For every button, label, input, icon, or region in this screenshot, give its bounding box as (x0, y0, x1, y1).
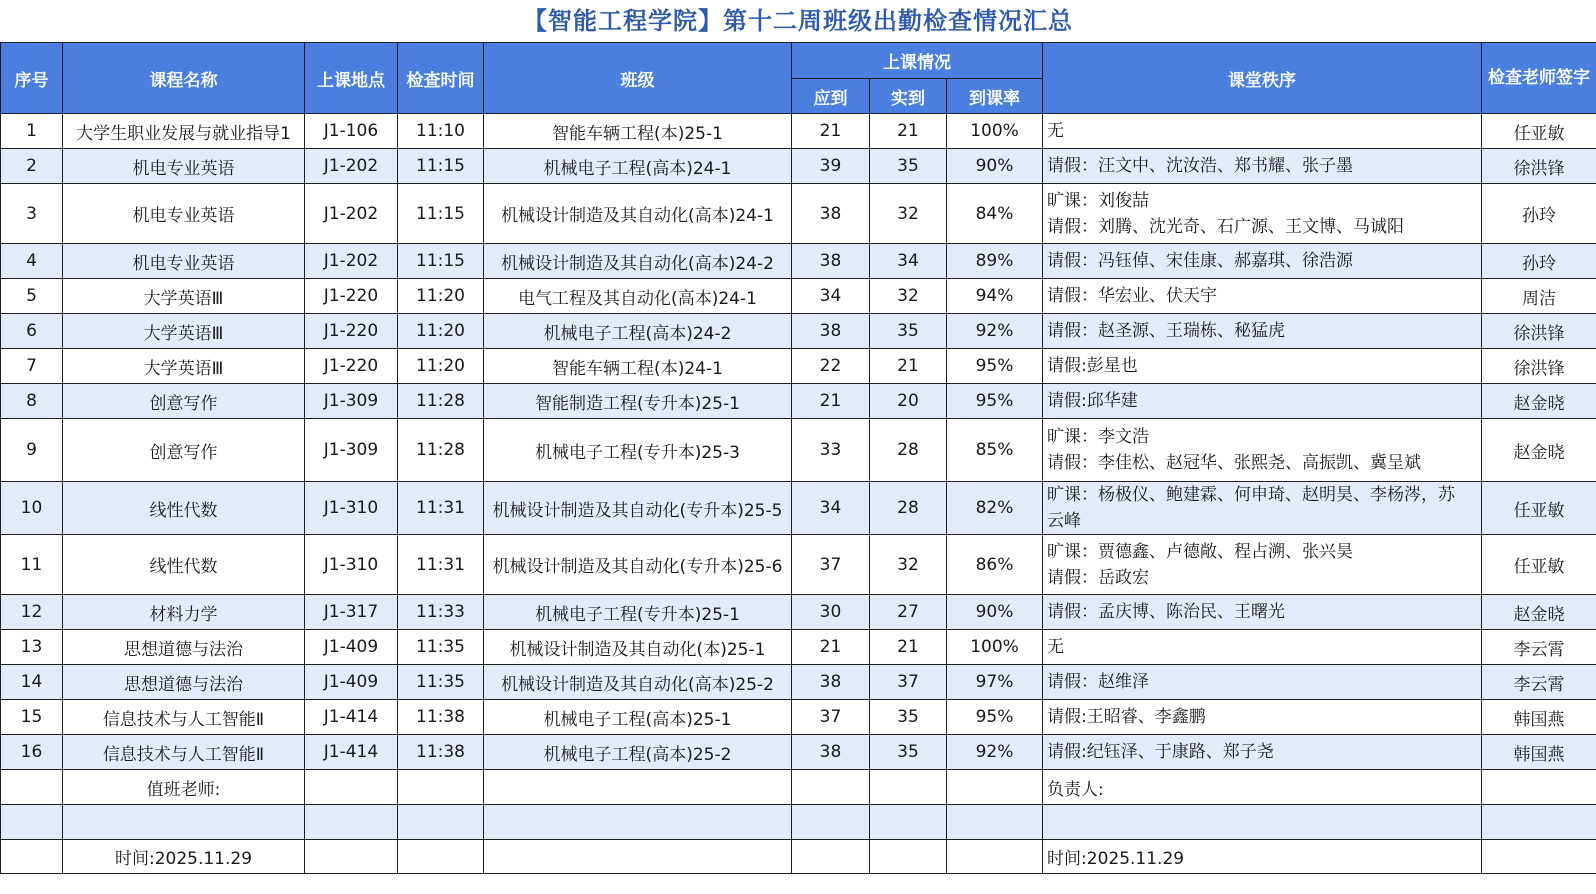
cell-teacher: 孙玲 (1482, 244, 1596, 279)
cell-time: 11:28 (398, 419, 484, 482)
header-course: 课程名称 (63, 43, 305, 114)
page-title: 【智能工程学院】第十二周班级出勤检查情况汇总 (523, 7, 1073, 35)
cell-teacher: 任亚敏 (1482, 535, 1596, 595)
cell-expected: 21 (792, 114, 870, 149)
cell-order (1043, 384, 1482, 419)
cell-time: 11:20 (398, 349, 484, 384)
cell-teacher: 李云霄 (1482, 665, 1596, 700)
cell-class: 机械设计制造及其自动化(本)25-1 (484, 630, 792, 665)
cell-course: 创意写作 (63, 384, 305, 419)
cell-seq: 7 (1, 349, 63, 384)
cell-location: J1-309 (305, 384, 398, 419)
cell-seq: 16 (1, 735, 63, 770)
footer-cell (1482, 805, 1596, 840)
cell-course: 信息技术与人工智能Ⅱ (63, 700, 305, 735)
footer-cell (398, 805, 484, 840)
cell-actual: 35 (870, 314, 947, 349)
cell-teacher: 赵金晓 (1482, 419, 1596, 482)
cell-order (1043, 482, 1482, 535)
cell-class: 机械设计制造及其自动化(高本)24-1 (484, 184, 792, 244)
cell-rate: 85% (947, 419, 1043, 482)
cell-expected: 37 (792, 700, 870, 735)
order-line: 请假：赵维泽 (1047, 672, 1150, 692)
cell-location: J1-414 (305, 735, 398, 770)
table-row (1, 535, 1596, 595)
cell-course: 创意写作 (63, 419, 305, 482)
footer-cell (870, 805, 947, 840)
footer-cell (484, 840, 792, 874)
footer-cell (1043, 805, 1482, 840)
cell-order (1043, 630, 1482, 665)
order-line: 旷课：李文浩 (1047, 427, 1150, 447)
order-line: 旷课：刘俊喆 (1047, 190, 1150, 211)
cell-teacher: 任亚敏 (1482, 482, 1596, 535)
cell-expected: 22 (792, 349, 870, 384)
footer-row (1, 805, 1596, 840)
cell-actual: 35 (870, 700, 947, 735)
cell-expected: 38 (792, 665, 870, 700)
table-row (1, 630, 1596, 665)
order-line: 请假：孟庆博、陈治民、王曙光 (1047, 602, 1286, 622)
cell-course: 材料力学 (63, 595, 305, 630)
cell-teacher: 周洁 (1482, 279, 1596, 314)
cell-location: J1-310 (305, 482, 398, 535)
cell-order (1043, 244, 1482, 279)
order-line: 请假：赵圣源、王瑞栋、秘猛虎 (1047, 321, 1286, 341)
table-row (1, 735, 1596, 770)
cell-time: 11:15 (398, 149, 484, 184)
cell-expected: 33 (792, 419, 870, 482)
cell-teacher: 赵金晓 (1482, 384, 1596, 419)
cell-teacher: 李云霄 (1482, 630, 1596, 665)
cell-actual: 34 (870, 244, 947, 279)
cell-course: 线性代数 (63, 482, 305, 535)
header-expected: 应到 (792, 79, 870, 114)
cell-time: 11:20 (398, 279, 484, 314)
header-seq: 序号 (1, 43, 63, 114)
cell-time: 11:20 (398, 314, 484, 349)
cell-expected: 21 (792, 630, 870, 665)
cell-time: 11:38 (398, 735, 484, 770)
header-class: 班级 (484, 43, 792, 114)
cell-order (1043, 184, 1482, 244)
cell-location: J1-309 (305, 419, 398, 482)
attendance-table (0, 42, 1596, 874)
table-row (1, 665, 1596, 700)
footer-cell (398, 770, 484, 805)
cell-class: 机械电子工程(专升本)25-1 (484, 595, 792, 630)
footer-cell (305, 770, 398, 805)
header-check-time: 检查时间 (398, 43, 484, 114)
order-line: 无 (1047, 121, 1065, 141)
cell-class: 智能车辆工程(本)24-1 (484, 349, 792, 384)
order-line: 旷课：杨极仪、鲍建霖、何申琦、赵明昊、李杨涔，苏 (1047, 485, 1456, 505)
cell-time: 11:31 (398, 482, 484, 535)
cell-course: 机电专业英语 (63, 244, 305, 279)
cell-actual: 37 (870, 665, 947, 700)
order-line: 请假：华宏业、伏天宇 (1047, 286, 1218, 306)
footer-cell (947, 770, 1043, 805)
cell-seq: 13 (1, 630, 63, 665)
cell-rate: 95% (947, 700, 1043, 735)
table-row (1, 700, 1596, 735)
cell-time: 11:33 (398, 595, 484, 630)
cell-teacher: 韩国燕 (1482, 700, 1596, 735)
cell-location: J1-220 (305, 349, 398, 384)
cell-actual: 21 (870, 630, 947, 665)
cell-course: 思想道德与法治 (63, 630, 305, 665)
cell-location: J1-220 (305, 314, 398, 349)
table-body (1, 114, 1596, 874)
cell-order (1043, 700, 1482, 735)
cell-actual: 35 (870, 735, 947, 770)
order-line: 请假：李佳松、赵冠华、张熙尧、高振凯、冀呈斌 (1047, 453, 1422, 473)
table-row (1, 184, 1596, 244)
header-teacher: 检查老师签字 (1482, 43, 1596, 114)
order-line: 旷课：贾德鑫、卢德敞、程占溯、张兴昊 (1047, 541, 1354, 562)
footer-cell (305, 805, 398, 840)
cell-class: 机械电子工程(高本)25-2 (484, 735, 792, 770)
cell-time: 11:35 (398, 630, 484, 665)
cell-seq: 9 (1, 419, 63, 482)
cell-rate: 86% (947, 535, 1043, 595)
cell-course: 大学生职业发展与就业指导1 (63, 114, 305, 149)
table-row (1, 114, 1596, 149)
cell-expected: 38 (792, 184, 870, 244)
time-left: 时间:2025.11.29 (63, 840, 305, 874)
order-line: 请假:邱华建 (1047, 391, 1138, 411)
cell-location: J1-317 (305, 595, 398, 630)
footer-cell (484, 770, 792, 805)
cell-class: 智能车辆工程(本)25-1 (484, 114, 792, 149)
cell-seq: 14 (1, 665, 63, 700)
cell-expected: 30 (792, 595, 870, 630)
cell-actual: 35 (870, 149, 947, 184)
cell-class: 机械电子工程(高本)24-2 (484, 314, 792, 349)
cell-rate: 94% (947, 279, 1043, 314)
order-line: 请假:王昭睿、李鑫鹏 (1047, 707, 1206, 727)
cell-actual: 20 (870, 384, 947, 419)
cell-class: 机械设计制造及其自动化(高本)25-2 (484, 665, 792, 700)
footer-cell (947, 805, 1043, 840)
order-line: 请假：岳政宏 (1047, 567, 1150, 588)
order-line: 请假：汪文中、沈汝浩、郑书耀、张子墨 (1047, 156, 1354, 176)
cell-seq: 11 (1, 535, 63, 595)
cell-expected: 38 (792, 735, 870, 770)
footer-cell (484, 805, 792, 840)
cell-teacher: 孙玲 (1482, 184, 1596, 244)
table-row (1, 279, 1596, 314)
order-line: 请假:彭星也 (1047, 356, 1138, 376)
cell-class: 机械设计制造及其自动化(专升本)25-6 (484, 535, 792, 595)
footer-cell (63, 805, 305, 840)
cell-order (1043, 349, 1482, 384)
cell-teacher: 韩国燕 (1482, 735, 1596, 770)
cell-expected: 34 (792, 279, 870, 314)
duty-teacher-label: 值班老师: (63, 770, 305, 805)
cell-class: 智能制造工程(专升本)25-1 (484, 384, 792, 419)
table-row (1, 482, 1596, 535)
cell-actual: 32 (870, 279, 947, 314)
cell-seq: 1 (1, 114, 63, 149)
table-row (1, 314, 1596, 349)
cell-seq: 6 (1, 314, 63, 349)
cell-expected: 37 (792, 535, 870, 595)
order-line: 请假:纪钰泽、于康路、郑子尧 (1047, 742, 1274, 762)
footer-cell (305, 840, 398, 874)
cell-rate: 95% (947, 349, 1043, 384)
cell-order (1043, 114, 1482, 149)
time-right: 时间:2025.11.29 (1043, 840, 1482, 874)
cell-class: 机械电子工程(高本)24-1 (484, 149, 792, 184)
cell-time: 11:15 (398, 244, 484, 279)
cell-seq: 12 (1, 595, 63, 630)
footer-cell (792, 805, 870, 840)
cell-rate: 89% (947, 244, 1043, 279)
cell-expected: 21 (792, 384, 870, 419)
cell-order (1043, 149, 1482, 184)
cell-location: J1-409 (305, 630, 398, 665)
cell-teacher: 徐洪锋 (1482, 349, 1596, 384)
cell-order (1043, 419, 1482, 482)
cell-order (1043, 595, 1482, 630)
cell-rate: 90% (947, 149, 1043, 184)
cell-rate: 100% (947, 630, 1043, 665)
cell-order (1043, 665, 1482, 700)
table-row (1, 384, 1596, 419)
footer-cell (792, 770, 870, 805)
cell-rate: 92% (947, 314, 1043, 349)
cell-rate: 95% (947, 384, 1043, 419)
cell-course: 大学英语Ⅲ (63, 279, 305, 314)
cell-rate: 100% (947, 114, 1043, 149)
cell-course: 机电专业英语 (63, 149, 305, 184)
cell-actual: 28 (870, 419, 947, 482)
footer-cell (947, 840, 1043, 874)
cell-seq: 5 (1, 279, 63, 314)
cell-actual: 21 (870, 349, 947, 384)
header-attendance-group: 上课情况 (792, 43, 1043, 79)
cell-course: 大学英语Ⅲ (63, 314, 305, 349)
footer-row (1, 770, 1596, 805)
cell-class: 电气工程及其自动化(高本)24-1 (484, 279, 792, 314)
cell-location: J1-202 (305, 149, 398, 184)
cell-class: 机械电子工程(高本)25-1 (484, 700, 792, 735)
cell-time: 11:31 (398, 535, 484, 595)
cell-actual: 21 (870, 114, 947, 149)
cell-teacher: 赵金晓 (1482, 595, 1596, 630)
cell-rate: 97% (947, 665, 1043, 700)
cell-order (1043, 735, 1482, 770)
order-line: 无 (1047, 637, 1065, 657)
cell-seq: 15 (1, 700, 63, 735)
footer-cell (870, 840, 947, 874)
footer-cell (398, 840, 484, 874)
order-line: 请假：冯钰倬、宋佳康、郝嘉琪、徐浩源 (1047, 251, 1354, 271)
cell-seq: 4 (1, 244, 63, 279)
cell-expected: 39 (792, 149, 870, 184)
cell-location: J1-414 (305, 700, 398, 735)
cell-rate: 84% (947, 184, 1043, 244)
table-row (1, 149, 1596, 184)
order-line: 请假：刘腾、沈光奇、石广源、王文博、马诚阳 (1047, 216, 1405, 237)
cell-order (1043, 535, 1482, 595)
cell-location: J1-310 (305, 535, 398, 595)
cell-location: J1-220 (305, 279, 398, 314)
cell-location: J1-202 (305, 244, 398, 279)
cell-location: J1-106 (305, 114, 398, 149)
cell-actual: 32 (870, 184, 947, 244)
cell-seq: 2 (1, 149, 63, 184)
cell-expected: 34 (792, 482, 870, 535)
cell-class: 机械设计制造及其自动化(专升本)25-5 (484, 482, 792, 535)
header-actual: 实到 (870, 79, 947, 114)
footer-cell (1482, 840, 1596, 874)
footer-cell (1, 840, 63, 874)
cell-expected: 38 (792, 314, 870, 349)
order-line: 云峰 (1047, 511, 1082, 531)
cell-order (1043, 279, 1482, 314)
cell-course: 信息技术与人工智能Ⅱ (63, 735, 305, 770)
cell-class: 机械设计制造及其自动化(高本)24-2 (484, 244, 792, 279)
header-order: 课堂秩序 (1043, 43, 1482, 114)
cell-time: 11:15 (398, 184, 484, 244)
cell-teacher: 徐洪锋 (1482, 149, 1596, 184)
header-rate: 到课率 (947, 79, 1043, 114)
footer-cell (1, 770, 63, 805)
table-row (1, 244, 1596, 279)
cell-seq: 8 (1, 384, 63, 419)
footer-cell (1, 805, 63, 840)
cell-rate: 90% (947, 595, 1043, 630)
cell-course: 大学英语Ⅲ (63, 349, 305, 384)
footer-cell (792, 840, 870, 874)
table-row (1, 349, 1596, 384)
footer-cell (1482, 770, 1596, 805)
cell-actual: 28 (870, 482, 947, 535)
cell-teacher: 徐洪锋 (1482, 314, 1596, 349)
cell-class: 机械电子工程(专升本)25-3 (484, 419, 792, 482)
cell-rate: 82% (947, 482, 1043, 535)
header-location: 上课地点 (305, 43, 398, 114)
cell-course: 线性代数 (63, 535, 305, 595)
cell-actual: 32 (870, 535, 947, 595)
cell-course: 机电专业英语 (63, 184, 305, 244)
cell-location: J1-409 (305, 665, 398, 700)
cell-seq: 3 (1, 184, 63, 244)
responsible-label: 负责人: (1043, 770, 1482, 805)
table-row (1, 595, 1596, 630)
footer-row (1, 840, 1596, 874)
cell-time: 11:28 (398, 384, 484, 419)
cell-seq: 10 (1, 482, 63, 535)
cell-course: 思想道德与法治 (63, 665, 305, 700)
cell-teacher: 任亚敏 (1482, 114, 1596, 149)
footer-cell (870, 770, 947, 805)
cell-location: J1-202 (305, 184, 398, 244)
cell-actual: 27 (870, 595, 947, 630)
cell-expected: 38 (792, 244, 870, 279)
cell-time: 11:10 (398, 114, 484, 149)
table-row (1, 419, 1596, 482)
cell-time: 11:38 (398, 700, 484, 735)
cell-order (1043, 314, 1482, 349)
cell-rate: 92% (947, 735, 1043, 770)
cell-time: 11:35 (398, 665, 484, 700)
